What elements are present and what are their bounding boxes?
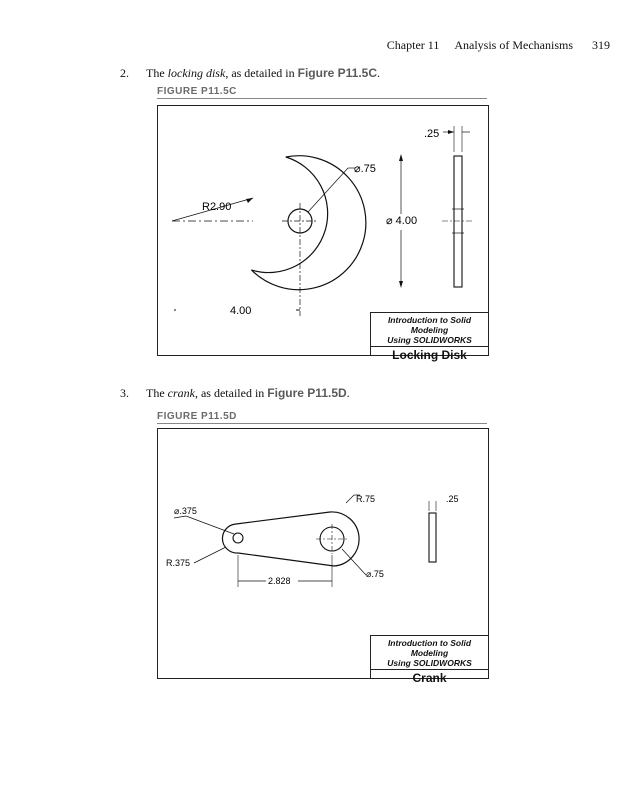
item-text-italic: locking disk (167, 66, 226, 80)
disk-outline (251, 156, 365, 290)
figure-reference[interactable]: Figure P11.5C (297, 66, 377, 80)
chapter-number: Chapter 11 (386, 38, 440, 52)
dim-hole-dia: ⌀.75 (354, 163, 376, 175)
dim-offset: 4.00 (230, 305, 252, 317)
page-header (375, 38, 610, 53)
dim-small-radius: R.375 (166, 558, 191, 568)
item-text-post: . (377, 66, 380, 80)
item-number: 3. (120, 386, 129, 400)
drawing-frame (157, 105, 489, 362)
side-view (429, 513, 436, 562)
title-block-line2: Using SOLIDWORKS (387, 335, 472, 345)
radius-arrow (246, 198, 253, 203)
item-text-post: . (346, 386, 350, 400)
title-block-line1: Introduction to Solid Modeling (387, 638, 472, 658)
title-block-line2: Using SOLIDWORKS (387, 658, 472, 668)
figure-rule (157, 98, 487, 99)
small-hole (233, 533, 243, 543)
list-item (120, 66, 380, 81)
dim-thickness: .25 (446, 494, 459, 504)
dim-small-hole: ⌀.375 (174, 506, 197, 516)
dia-arrow-top (399, 154, 403, 161)
title-block (370, 312, 488, 362)
item-number: 2. (120, 66, 129, 80)
hole-leader (308, 168, 348, 212)
figure-reference[interactable]: Figure P11.5D (267, 386, 347, 400)
big-radius-leader (346, 495, 354, 503)
page-number: 319 (592, 38, 610, 52)
drawing-frame (157, 428, 489, 685)
dim-thickness: .25 (424, 128, 440, 140)
thk-arrow (448, 130, 454, 134)
item-text-italic: crank (167, 386, 195, 400)
small-hole-leader (186, 516, 234, 534)
figure-label: FIGURE P11.5C (157, 86, 237, 97)
item-text-pre: The (146, 66, 168, 80)
title-block-line1: Introduction to Solid Modeling (387, 315, 472, 335)
dim-outer-dia: ⌀ 4.00 (386, 215, 418, 227)
title-block-title: Crank (412, 671, 447, 685)
dim-radius: R2.90 (202, 201, 232, 213)
figure-label: FIGURE P11.5D (157, 411, 237, 422)
item-text-mid: , as detailed in (225, 66, 298, 80)
chapter-title: Analysis of Mechanisms (454, 38, 573, 52)
small-hole-leader-tail (174, 516, 186, 518)
title-block-title: Locking Disk (392, 348, 467, 362)
figure-rule (157, 423, 487, 424)
list-item (120, 386, 350, 401)
item-text-pre: The (146, 386, 168, 400)
dim-big-radius: R.75 (356, 494, 376, 504)
dim-center-dist: 2.828 (268, 576, 291, 586)
dia-arrow-bottom (399, 281, 403, 288)
dim-big-hole: ⌀.75 (366, 569, 384, 579)
side-view (454, 156, 462, 287)
small-radius-leader (194, 547, 226, 563)
item-text-mid: , as detailed in (194, 386, 268, 400)
title-block (370, 635, 488, 685)
